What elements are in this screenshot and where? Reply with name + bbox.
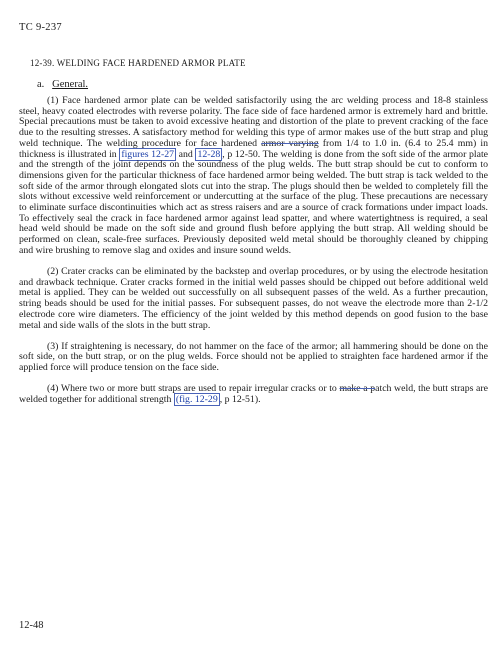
subsection-marker: a. — [37, 79, 45, 90]
figure-link-12-29[interactable]: (fig. 12-29 — [175, 394, 218, 406]
body-text — [19, 96, 488, 416]
paragraph-2: (2) Crater cracks can be eliminated by the backstep and overlap procedures, or by using the electrode hesitation and drawback technique. Crater cracks formed in the initial weld passes should be chipped out before additional weld metal is applied. They can be welded out successfully on all subsequent passes of the weld. As a further precaution, string beads should be used for the initial passes. For subsequent passes, do not weave the electrode more than 2-1/2 electrode core wire diameters. The efficiency of the joint welded by this method depends on good fusion to the base metal and side walls of the slots in the butt strap. — [19, 266, 488, 331]
subsection-heading — [37, 79, 88, 90]
page-header-doc-id: TC 9-237 — [19, 22, 62, 33]
p4-text-a: (4) Where two or more butt straps are used to repair irregular cracks or to — [47, 383, 340, 395]
p1-text-d: , p 12-50. The welding is done from the soft side of the armor plate and the strength of the joint depends on the soundness of the plug welds. The butt strap should be cut to conform to dimensions given for the particular thickness of face hardened armor being welded. The butt strap is tack welded to the soft side of the armor through elongated slots cut into the strap. The plugs should then be welded to completely fill the slots without excessive weld reinforcement or undercutting at the surface of the plug. These precautions are necessary to eliminate surface discontinuities which act as stress raisers and are a source of crack formations under impact loads. To effectively seal the crack in face hardened armor against lead spatter, and where watertightness is required, a seal head weld should be made on the soft side and ground flush before applying the butt strap. All welding should be performed on clean, scale-free surfaces. Previously deposited weld metal should be thoroughly cleaned by chipping and wire brushing to remove slag and oxides and insure sound welds. — [19, 148, 489, 256]
p1-strikethrough-text: armor varying — [261, 137, 319, 149]
section-title: 12-39. WELDING FACE HARDENED ARMOR PLATE — [30, 58, 246, 68]
page-number: 12-48 — [19, 620, 44, 631]
paragraph-3: (3) If straightening is necessary, do not hammer on the face of the armor; all hammering should be done on the soft side, on the butt strap, or on the plug welds. Force should not be applied to straighten face hardened armor if the applied force will produce tension on the face side. — [19, 340, 488, 374]
p4-text-c: , p 12-51). — [219, 394, 261, 406]
paragraph-1 — [19, 96, 488, 257]
subsection-title: General. — [52, 79, 89, 90]
figure-link-12-27[interactable]: figures 12-27 — [121, 148, 175, 160]
p1-text-a: (1) Face hardened armor plate can be welded satisfactorily using the arc welding process and 18-8 stainless steel, heavy coated electrodes with reverse polarity. The face side of face hardened armor is extremely hard and brittle. Special precautions must be taken to avoid excessive heating and distortion of the plate to prevent cracking of the face due to the resulting stresses. A satisfactory method for welding this type of armor makes use of the butt strap and plug weld technique. The welding procedure for face hardened — [19, 95, 488, 149]
figure-link-12-28[interactable]: 12-28 — [197, 148, 221, 160]
p1-text-b: from 1/4 to 1.0 in. (6.4 to 25.4 mm) in thickness is illustrated in — [19, 137, 488, 160]
p4-strikethrough-text: make a p — [339, 383, 376, 395]
p1-text-c: and — [176, 148, 196, 160]
p4-text-b: atch weld, the butt straps are welded together for additional strength — [19, 383, 488, 406]
paragraph-4 — [19, 384, 488, 405]
